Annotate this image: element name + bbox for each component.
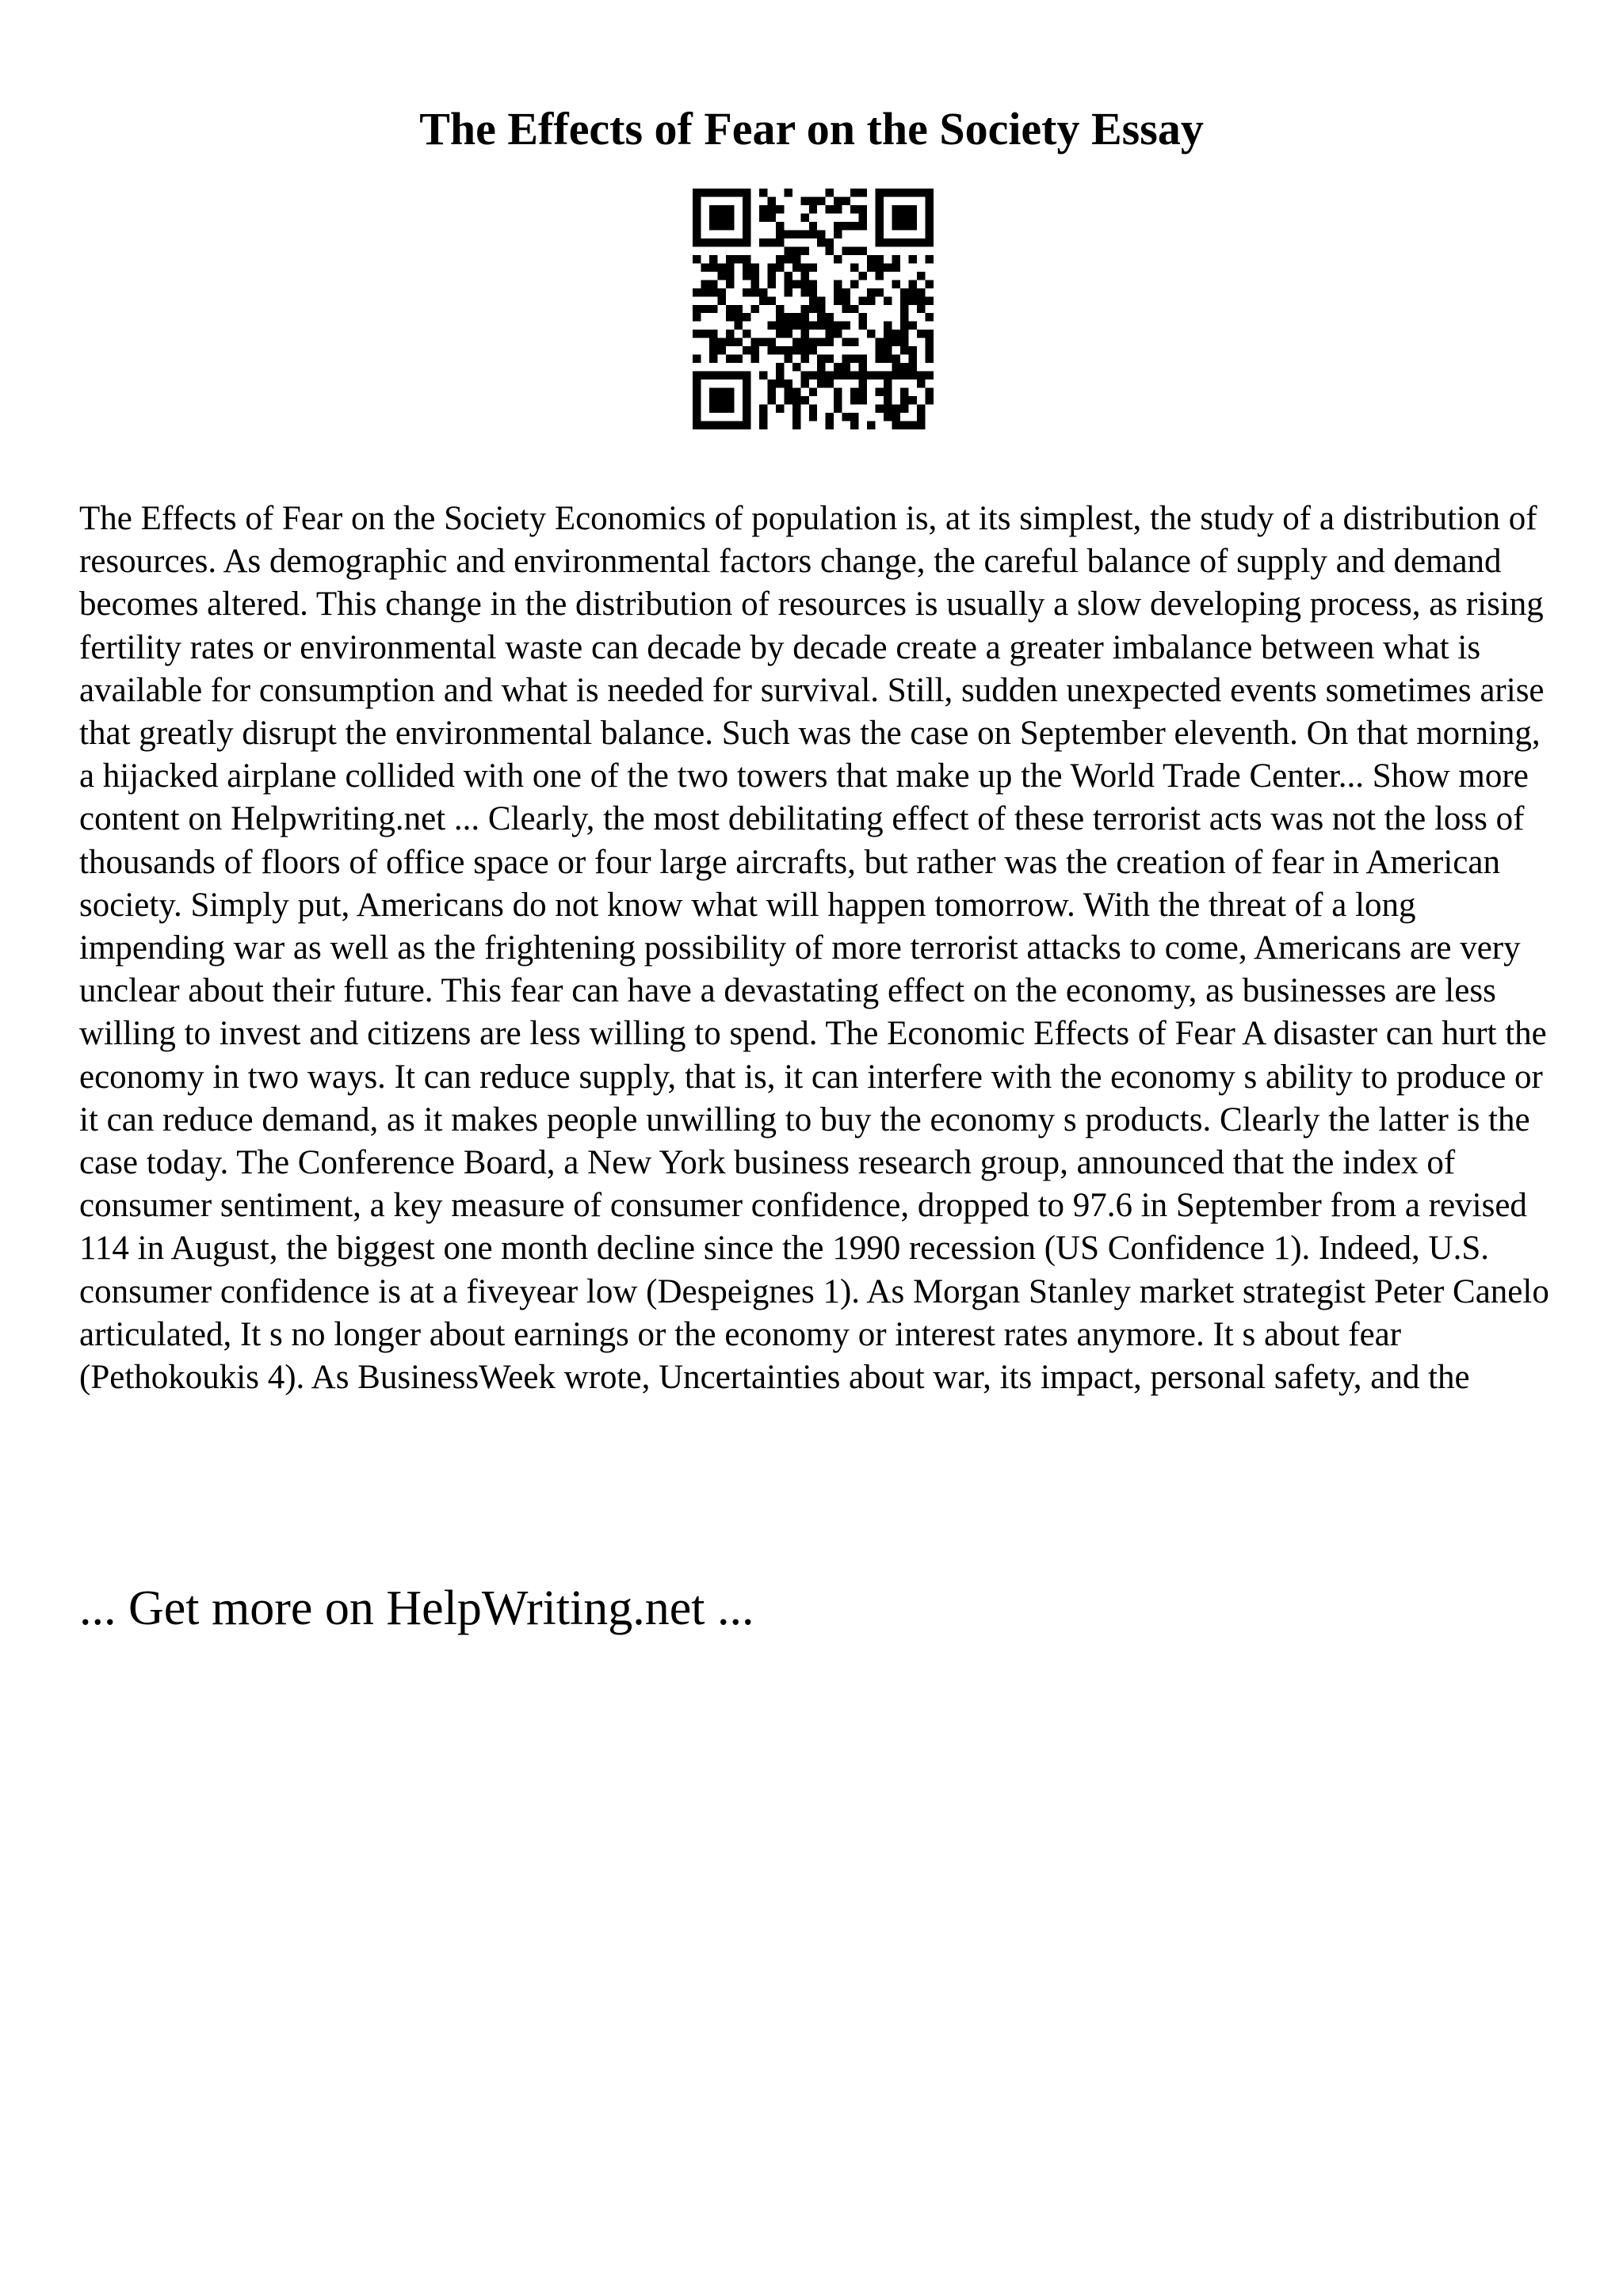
get-more-link[interactable]: ... Get more on HelpWriting.net ... [79, 1581, 754, 1635]
page-title: The Effects of Fear on the Society Essay [419, 103, 1204, 154]
qr-code-icon [693, 189, 934, 429]
essay-body: The Effects of Fear on the Society Economics of population is, at its simplest, the study of a distribution of resources. As demographic and environmental factors change, the careful balance of supply and demand becomes altered. This change in the distribution of resources is usually a slow developing process, as rising fertility rates or environmental waste can decade by decade create a greater imbalance between what is available for consumption and what is needed for survival. Still, sudden unexpected events sometimes arise that greatly disrupt the environmental balance. Such was the case on September eleventh. On that morning, a hijacked airplane collided with one of the two towers that make up the World Trade Center... Show more content on Helpwriting.net ... Clearly, the most debilitating effect of these terrorist acts was not the loss of thousands of floors of office space or four large aircrafts, but rather was the creation of fear in American society. Simply put, Americans do not know what will happen tomorrow. With the threat of a long impending war as well as the frightening possibility of more terrorist attacks to come, Americans are very unclear about their future. This fear can have a devastating effect on the economy, as businesses are less willing to invest and citizens are less willing to spend. The Economic Effects of Fear A disaster can hurt the economy in two ways. It can reduce supply, that is, it can interfere with the economy s ability to produce or it can reduce demand, as it makes people unwilling to buy the economy s products. Clearly the latter is the case today. The Conference Board, a New York business research group, announced that the index of consumer sentiment, a key measure of consumer confidence, dropped to 97.6 in September from a revised 114 in August, the biggest one month decline since the 1990 recession (US Confidence 1). Indeed, U.S. consumer confidence is at a fiveyear low (Despeignes 1). As Morgan Stanley market strategist Peter Canelo articulated, It s no longer about earnings or the economy or interest rates anymore. It s about fear (Pethokoukis 4). As BusinessWeek wrote, Uncertainties about war, its impact, personal safety, and the [79, 500, 1549, 1397]
